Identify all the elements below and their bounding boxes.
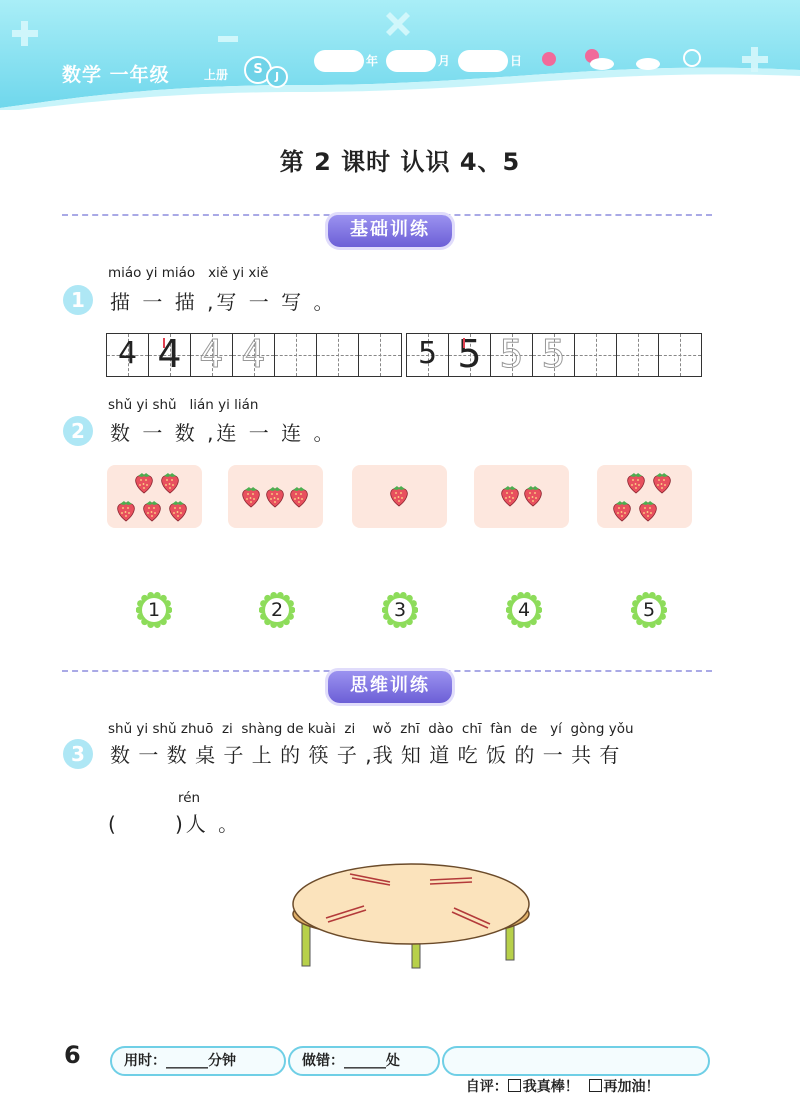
trace-digit-4: 4	[199, 332, 224, 376]
grid-cell-blank[interactable]	[575, 334, 617, 376]
trace-digit-5: 5	[541, 332, 566, 376]
section-tag-basic: 基础训练	[328, 215, 452, 247]
trace-digit-5: 5	[499, 332, 524, 376]
grid-cell-blank[interactable]	[659, 334, 701, 376]
day-field[interactable]	[458, 50, 508, 72]
day-label: 日	[510, 54, 523, 68]
month-label: 月	[438, 54, 451, 68]
example-digit-4: 4	[117, 336, 138, 371]
time-spent-field[interactable]	[110, 1046, 286, 1076]
q3-text: 数 一 数 桌 子 上 的 筷 子 ,我 知 道 吃 饭 的 一 共 有	[110, 743, 621, 767]
strawberry-icon	[625, 471, 647, 495]
writing-grid-4[interactable]	[106, 333, 402, 377]
table-illustration	[290, 862, 532, 970]
q1-text: 描 一 描 ,写 一 写 。	[110, 290, 337, 314]
self-eval-option-great: 我真棒！	[522, 1079, 579, 1095]
grid-cell-blank[interactable]	[317, 334, 359, 376]
q2-pinyin: shǔ yi shǔ lián yi lián	[108, 397, 259, 413]
strawberry-icon	[499, 484, 521, 508]
strawberry-icon	[388, 484, 410, 508]
q2-number: 2	[63, 416, 93, 446]
self-eval-option-keep-going: 再加油！	[603, 1079, 660, 1095]
errors-label: 做错：______处	[302, 1053, 400, 1069]
example-digit-5: 5	[417, 336, 438, 371]
q3-answer-blank[interactable]: ( )人 。	[108, 812, 242, 836]
fruit-box[interactable]	[228, 465, 323, 528]
fruit-box[interactable]	[352, 465, 447, 528]
number-choice[interactable]	[382, 592, 418, 628]
q3-pinyin-2: rén	[178, 790, 201, 806]
section-tag-thinking: 思维训练	[328, 671, 452, 703]
q2-text: 数 一 数 ,连 一 连 。	[110, 421, 337, 445]
lesson-title: 第 2 课时 认识 4、5	[279, 148, 521, 176]
page-header	[0, 0, 800, 110]
number-choice[interactable]	[506, 592, 542, 628]
strawberry-icon	[522, 484, 544, 508]
self-eval-label: 自评：	[465, 1079, 508, 1095]
strawberry-icon	[133, 471, 155, 495]
fruit-box[interactable]	[597, 465, 692, 528]
grid-cell-blank[interactable]	[359, 334, 401, 376]
number-choice[interactable]	[259, 592, 295, 628]
number-choice-label: 2	[270, 599, 284, 621]
model-digit-4: 4	[149, 332, 190, 376]
strawberry-icon	[159, 471, 181, 495]
grid-cell-model	[149, 334, 191, 376]
strawberry-icon	[141, 499, 163, 523]
strawberry-icon	[115, 499, 137, 523]
grid-cell-example	[107, 334, 149, 376]
strawberry-icon	[637, 499, 659, 523]
grid-cell-trace[interactable]	[191, 334, 233, 376]
badge-s: S	[244, 56, 272, 84]
number-choice-label: 5	[642, 599, 656, 621]
checkbox-keep-going[interactable]	[589, 1079, 602, 1092]
number-choice[interactable]	[136, 592, 172, 628]
grid-cell-trace[interactable]	[533, 334, 575, 376]
self-evaluation	[442, 1046, 710, 1095]
number-choice-label: 4	[517, 599, 531, 621]
header-subject: 数学 一年级	[62, 64, 170, 86]
writing-grid-5[interactable]	[406, 333, 702, 377]
grid-cell-example	[407, 334, 449, 376]
fruit-box[interactable]	[474, 465, 569, 528]
errors-field[interactable]	[288, 1046, 440, 1076]
q1-number: 1	[63, 285, 93, 315]
grid-cell-trace[interactable]	[233, 334, 275, 376]
q1-pinyin: miáo yi miáo xiě yi xiě	[108, 265, 269, 281]
number-choice[interactable]	[631, 592, 667, 628]
grid-cell-blank[interactable]	[617, 334, 659, 376]
q3-number: 3	[63, 739, 93, 769]
strawberry-icon	[288, 485, 310, 509]
number-choice-label: 1	[147, 599, 161, 621]
grid-cell-trace[interactable]	[491, 334, 533, 376]
strawberry-icon	[651, 471, 673, 495]
strawberry-icon	[264, 485, 286, 509]
year-label: 年	[366, 54, 379, 68]
header-volume: 上册	[204, 68, 229, 82]
strawberry-icon	[611, 499, 633, 523]
year-field[interactable]	[314, 50, 364, 72]
page-number: 6	[64, 1041, 81, 1069]
fruit-box[interactable]	[107, 465, 202, 528]
strawberry-icon	[167, 499, 189, 523]
number-choice-label: 3	[393, 599, 407, 621]
grid-cell-model	[449, 334, 491, 376]
strawberry-icon	[240, 485, 262, 509]
q3-pinyin: shǔ yi shǔ zhuō zi shàng de kuài zi wǒ zhī dào chī fàn de yí gòng yǒu	[108, 721, 634, 737]
time-spent-label: 用时：______分钟	[124, 1053, 236, 1069]
model-digit-5: 5	[449, 332, 490, 376]
month-field[interactable]	[386, 50, 436, 72]
grid-cell-blank[interactable]	[275, 334, 317, 376]
checkbox-great[interactable]	[508, 1079, 521, 1092]
badge-j: J	[266, 66, 288, 88]
trace-digit-4: 4	[241, 332, 266, 376]
